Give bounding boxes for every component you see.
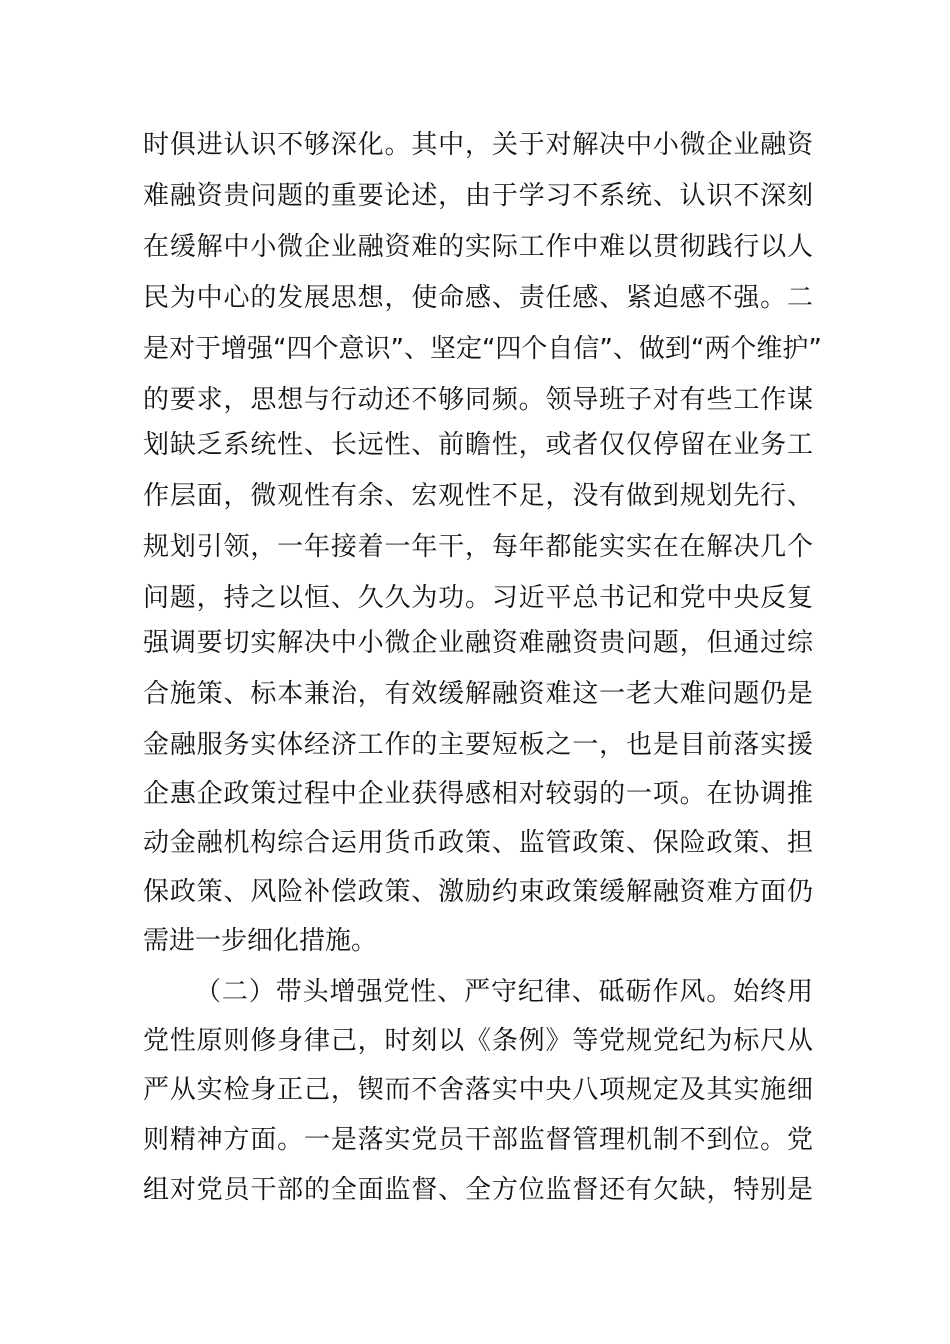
text-line: 时俱进认识不够深化。其中，关于对解决中小微企业融资 (143, 130, 813, 160)
text-line: 作层面，微观性有余、宏观性不足，没有做到规划先行、 (143, 481, 813, 511)
text-line: 强调要切实解决中小微企业融资难融资贵问题，但通过综 (143, 628, 813, 658)
text-line: 规划引领，一年接着一年干，每年都能实实在在解决几个 (143, 532, 813, 562)
text-line: 党性原则修身律己，时刻以《条例》等党规党纪为标尺从 (143, 1026, 813, 1056)
text-line: 是对于增强“四个意识”、坚定“四个自信”、做到“两个维护” (143, 334, 822, 364)
text-line: 组对党员干部的全面监督、全方位监督还有欠缺，特别是 (143, 1175, 813, 1205)
text-line: 民为中心的发展思想，使命感、责任感、紧迫感不强。二 (143, 283, 813, 313)
text-line: 严从实检身正己，锲而不舍落实中央八项规定及其实施细 (143, 1075, 813, 1105)
text-line: 划缺乏系统性、长远性、前瞻性，或者仅仅停留在业务工 (143, 430, 813, 460)
text-line: 问题，持之以恒、久久为功。习近平总书记和党中央反复 (143, 583, 813, 613)
text-line: 在缓解中小微企业融资难的实际工作中难以贯彻践行以人 (143, 232, 813, 262)
text-line: 企惠企政策过程中企业获得感相对较弱的一项。在协调推 (143, 779, 813, 809)
text-line: 需进一步细化措施。 (143, 926, 378, 956)
paragraph-heading-line: （二）带头增强党性、严守纪律、砥砺作风。始终用 (195, 977, 813, 1007)
text-line: 动金融机构综合运用货币政策、监管政策、保险政策、担 (143, 828, 813, 858)
text-line: 金融服务实体经济工作的主要短板之一，也是目前落实援 (143, 730, 813, 760)
text-line: 保政策、风险补偿政策、激励约束政策缓解融资难方面仍 (143, 877, 813, 907)
text-line: 则精神方面。一是落实党员干部监督管理机制不到位。党 (143, 1125, 813, 1155)
text-line: 合施策、标本兼治，有效缓解融资难这一老大难问题仍是 (143, 679, 813, 709)
text-line: 难融资贵问题的重要论述，由于学习不系统、认识不深刻 (143, 181, 813, 211)
text-line: 的要求，思想与行动还不够同频。领导班子对有些工作谋 (143, 385, 813, 415)
